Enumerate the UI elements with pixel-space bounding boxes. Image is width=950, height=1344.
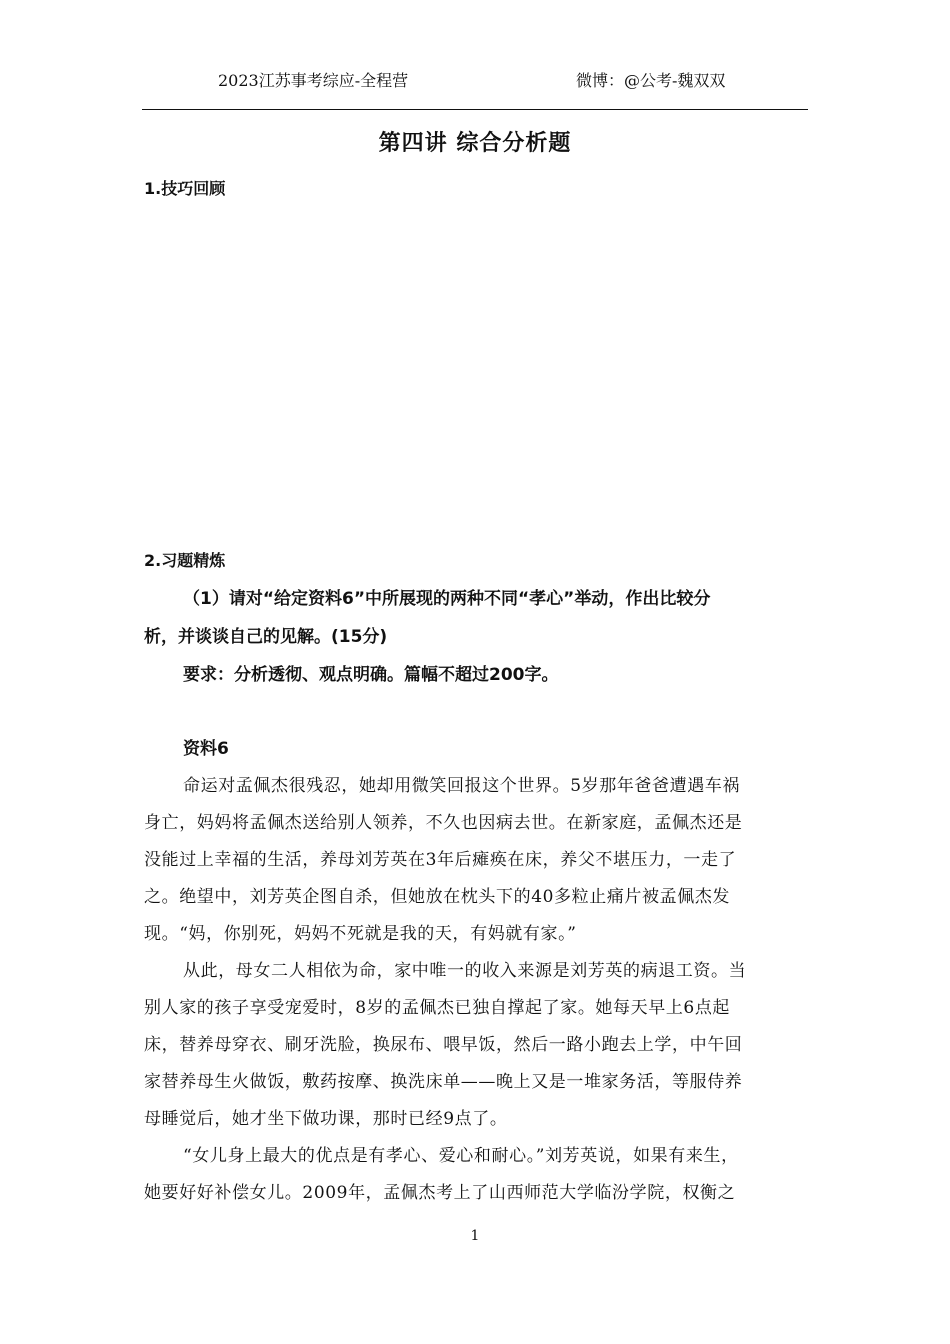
material-line: 之。绝望中，刘芳英企图自杀，但她放在枕头下的40多粒止痛片被孟佩杰发 — [144, 887, 731, 907]
header-divider — [142, 109, 808, 110]
material-line: 现。“妈，你别死，妈妈不死就是我的天，有妈就有家。” — [144, 924, 577, 944]
question-requirement: 要求：分析透彻、观点明确。篇幅不超过200字。 — [183, 665, 559, 685]
material-line: 命运对孟佩杰很残忍，她却用微笑回报这个世界。5岁那年爸爸遭遇车祸 — [183, 776, 741, 796]
material-line: 没能过上幸福的生活，养母刘芳英在3年后瘫痪在床，养父不堪压力，一走了 — [144, 850, 737, 870]
material-line: 从此，母女二人相依为命，家中唯一的收入来源是刘芳英的病退工资。当 — [183, 961, 747, 981]
section-heading-practice: 2.习题精炼 — [144, 551, 226, 570]
question-line-1: （1）请对“给定资料6”中所展现的两种不同“孝心”举动，作出比较分 — [183, 589, 711, 609]
section-heading-review: 1.技巧回顾 — [144, 179, 226, 198]
material-line: 她要好好补偿女儿。2009年，孟佩杰考上了山西师范大学临汾学院，权衡之 — [144, 1183, 736, 1203]
page-number: 1 — [470, 1228, 480, 1244]
material-line: 身亡，妈妈将孟佩杰送给别人领养，不久也因病去世。在新家庭，孟佩杰还是 — [144, 813, 743, 833]
material-line: 母睡觉后，她才坐下做功课，那时已经9点了。 — [144, 1109, 508, 1129]
header-weibo-handle: 微博：@公考-魏双双 — [576, 71, 726, 90]
header-course-title: 2023江苏事考综应-全程营 — [218, 71, 409, 90]
page-title: 第四讲 综合分析题 — [378, 131, 572, 156]
material-line: “女儿身上最大的优点是有孝心、爱心和耐心。”刘芳英说，如果有来生， — [183, 1146, 739, 1166]
material-line: 床，替养母穿衣、刷牙洗脸，换尿布、喂早饭，然后一路小跑去上学，中午回 — [144, 1035, 743, 1055]
material-line: 家替养母生火做饭，敷药按摩、换洗床单——晚上又是一堆家务活，等服侍养 — [144, 1072, 743, 1092]
material-line: 别人家的孩子享受宠爱时，8岁的孟佩杰已独自撑起了家。她每天早上6点起 — [144, 998, 731, 1018]
material-label: 资料6 — [183, 739, 229, 759]
question-line-2: 析，并谈谈自己的见解。(15分) — [144, 627, 388, 647]
